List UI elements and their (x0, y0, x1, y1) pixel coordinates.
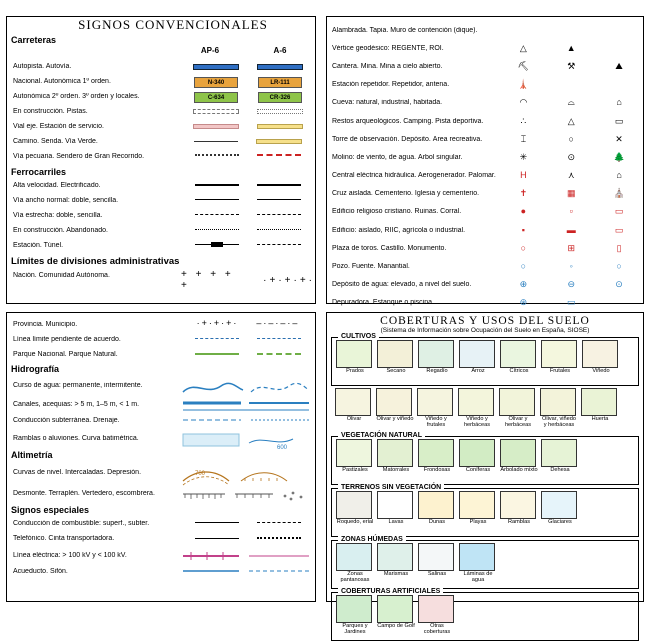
simbolo-glyph-2: ○ (568, 133, 574, 144)
simbolo-glyph-1: ⊛ (519, 297, 528, 308)
symbol-alta-velocidad (181, 178, 315, 193)
road-chip-c634: C-634 (194, 92, 238, 103)
simbolo-glyph-2: ▦ (566, 188, 576, 199)
siose-cell[interactable] (541, 340, 579, 383)
simbolo-glyph-1: ○ (520, 261, 527, 272)
siose-caption: Salinas (427, 571, 447, 577)
symbol-desmonte (181, 486, 315, 501)
legend-row-autopista (7, 59, 315, 74)
legend-row-construccion-pistas (7, 104, 315, 119)
siose-cell[interactable] (417, 388, 455, 431)
siose-swatch (417, 388, 453, 416)
simbolo-row (327, 39, 643, 57)
coberturas-subtitle: (Sistema de Información sobre Ocupación del Suelo en España, SIOSE) (380, 327, 590, 334)
siose-swatch (458, 388, 494, 416)
legend-label: En construcción. Abandonado. (13, 227, 108, 234)
legend-row-autonomica (7, 89, 315, 104)
legend-row-estacion-tunel (7, 238, 315, 253)
symbol-acueducto (181, 564, 315, 579)
legend-label: Acueducto. Sifón. (13, 568, 68, 575)
ramblas-icon (181, 431, 311, 451)
page-title: SIGNOS CONVENCIONALES (78, 17, 268, 32)
siose-swatch (541, 491, 577, 519)
legend-row-linea-electrica (7, 546, 315, 564)
legend-label: Desmonte. Terraplén. Vertedero, escombrera. (13, 489, 155, 497)
simbolo-label: Restos arqueológicos. Camping. Pista deportiva. (332, 117, 484, 125)
siose-group (331, 386, 639, 433)
siose-caption: Frondosas (423, 467, 451, 473)
siose-cell[interactable] (459, 340, 497, 383)
siose-swatch (500, 340, 536, 368)
simbolo-glyph-1: ⛏ (517, 60, 530, 71)
siose-swatch (418, 595, 454, 623)
legend-label: Canales, acequias: > 5 m, 1–5 m, < 1 m. (13, 400, 140, 408)
siose-caption: Roquedo, erial (336, 519, 374, 525)
simbolo-row (327, 203, 643, 221)
siose-swatch (336, 543, 372, 571)
siose-swatch (336, 491, 372, 519)
siose-cell[interactable] (377, 439, 415, 482)
siose-caption: Cítricos (509, 368, 529, 374)
siose-cell[interactable] (500, 439, 538, 482)
siose-cell[interactable] (459, 491, 497, 534)
legend-row-parque-nacional (7, 347, 315, 362)
simbolo-glyph-2: △ (567, 115, 575, 126)
legend-label: Vía pecuaria. Sendero de Gran Recorrido. (13, 153, 145, 160)
symbol-nacional (181, 74, 315, 89)
siose-caption: Glaciares (548, 519, 572, 525)
legend-row-nacional (7, 74, 315, 89)
siose-caption: Parques y Jardines (342, 623, 368, 635)
siose-swatch (335, 388, 371, 416)
siose-swatch (418, 340, 454, 368)
legend-row-desmonte (7, 483, 315, 503)
siose-cell[interactable] (582, 340, 620, 383)
simbolo-row (327, 57, 643, 75)
col-header-ap6: AP-6 (200, 46, 220, 55)
simbolo-glyph-1: ✳ (519, 151, 528, 162)
siose-caption: Viñedo (592, 368, 610, 374)
simbolo-label: Cantera. Mina. Mina a cielo abierto. (332, 62, 443, 70)
siose-caption: Prados (346, 368, 364, 374)
panel-hidrografia-altimetria (6, 312, 316, 602)
symbol-curvas-nivel (181, 465, 315, 480)
legend-row-telefonico (7, 531, 315, 546)
panel-simbolos (326, 16, 644, 308)
simbolo-glyph-1: ▪ (521, 224, 525, 235)
siose-caption: Viñedo y frutales (425, 416, 447, 428)
simbolo-glyph-2: ⊙ (567, 151, 575, 162)
legend-label: Ramblas o aluviones. Curva batimétrica. (13, 434, 139, 442)
siose-swatch (418, 439, 454, 467)
simbolo-label: Cueva: natural, industrial, habitada. (332, 99, 443, 107)
simbolo-label: Depósito de agua: elevado, a nivel del suelo. (332, 281, 472, 289)
legend-label: Vial eje. Estación de servicio. (13, 123, 104, 130)
legend-row-acueducto (7, 564, 315, 579)
siose-caption: Playas (469, 519, 487, 525)
legend-row-combustible (7, 516, 315, 531)
siose-cell[interactable] (500, 491, 538, 534)
simbolo-label: Depuradora. Estanque o piscina. (332, 299, 434, 307)
legend-label: Curvas de nivel. Intercaladas. Depresión. (13, 468, 142, 476)
legend-label: Vía estrecha: doble, sencilla. (13, 212, 103, 219)
siose-caption: Secano (386, 368, 406, 374)
legend-row-camino-senda (7, 134, 315, 149)
siose-caption: Olivar, viñedo y herbáceas (542, 416, 576, 428)
section-signos-especiales: Signos especiales (11, 505, 90, 515)
simbolo-glyph-2: ◦ (569, 261, 573, 272)
simbolo-row (327, 148, 643, 166)
siose-cell[interactable] (500, 340, 538, 383)
symbol-ffcc-construccion (181, 223, 315, 238)
simbolo-glyph-1: ✝ (519, 188, 528, 199)
coberturas-title: COBERTURAS Y USOS DEL SUELO (380, 315, 590, 327)
siose-cell[interactable] (540, 388, 578, 431)
legend-label: Línea eléctrica: > 100 kV y < 100 kV. (13, 551, 127, 559)
simbolo-glyph-3: ▭ (614, 115, 624, 126)
siose-cell[interactable] (418, 491, 456, 534)
siose-cell[interactable] (499, 388, 537, 431)
simbolo-row (327, 294, 643, 312)
simbolo-glyph-2: ▬ (566, 224, 576, 235)
simbolo-glyph-1: ∴ (520, 115, 527, 126)
legend-label: Nación. Comunidad Autónoma. (13, 272, 110, 279)
legend-row-curso-agua (7, 375, 315, 395)
simbolo-row (327, 185, 643, 203)
legend-row-vial-eje (7, 119, 315, 134)
siose-group-label: ZONAS HÚMEDAS (338, 536, 406, 543)
simbolo-glyph-1: H (520, 170, 527, 181)
simbolo-glyph-3: ⛰ (615, 60, 623, 71)
simbolo-label: Estación repetidor. Repetidor, antena. (332, 81, 450, 89)
symbol-canales (181, 397, 315, 412)
legend-row-via-pecuaria (7, 149, 315, 164)
simbolo-glyph-3: ✕ (615, 133, 623, 144)
svg-text:600: 600 (277, 444, 288, 451)
legend-label: Nacional. Autonómica 1º orden. (13, 78, 111, 85)
simbolo-row (327, 76, 643, 94)
symbol-conduccion (181, 413, 315, 428)
panel-coberturas-usos-suelo (326, 312, 644, 635)
siose-swatch (541, 439, 577, 467)
simbolo-glyph-2: ▲ (566, 42, 576, 53)
linea-electrica-icon (181, 548, 311, 564)
siose-group (331, 484, 639, 537)
siose-caption: Olivar y viñedo (376, 416, 414, 422)
legend-row-canales (7, 395, 315, 413)
siose-swatch (336, 439, 372, 467)
siose-cell[interactable] (377, 543, 415, 586)
curso-agua-icon (181, 378, 311, 398)
section-hidrografia: Hidrografía (11, 364, 60, 374)
siose-caption: Arroz (471, 368, 485, 374)
legend-label: Conducción de combustible: superf., subter. (13, 520, 150, 527)
siose-cell[interactable] (336, 340, 374, 383)
siose-swatch (377, 595, 413, 623)
simbolo-glyph-1: ⊕ (519, 279, 528, 290)
siose-caption: Huerta (591, 416, 609, 422)
legend-row-provincia (7, 317, 315, 332)
simbolo-glyph-3: ⌂ (616, 170, 622, 181)
siose-caption: Lavas (388, 519, 404, 525)
siose-group (331, 432, 639, 485)
siose-caption: Viñedo y herbáceas (463, 416, 491, 428)
simbolo-row (327, 257, 643, 275)
siose-caption: Olivar (346, 416, 362, 422)
simbolo-glyph-2: ⌓ (567, 97, 575, 108)
siose-cell[interactable] (418, 439, 456, 482)
siose-swatch (377, 439, 413, 467)
symbol-estacion-tunel (181, 238, 315, 253)
siose-cell[interactable] (541, 491, 579, 534)
legend-label: Parque Nacional. Parque Natural. (13, 351, 118, 358)
siose-swatch (377, 491, 413, 519)
siose-caption: Dehesa (550, 467, 570, 473)
simbolo-glyph-1: △ (519, 42, 527, 53)
simbolo-glyph-3: ⌂ (616, 97, 622, 108)
siose-cell[interactable] (335, 388, 373, 431)
legend-label: En construcción. Pistas. (13, 108, 88, 115)
legend-label: Autopista. Autovía. (13, 63, 72, 70)
legend-label: Vía ancho normal: doble, sencilla. (13, 197, 119, 204)
acueducto-icon (181, 564, 311, 578)
legend-row-linea-pendiente (7, 332, 315, 347)
simbolo-label: Vértice geodésico: REGENTE, ROI. (332, 44, 444, 52)
siose-swatch (581, 388, 617, 416)
siose-swatch (540, 388, 576, 416)
legend-row-alta-velocidad (7, 178, 315, 193)
simbolo-row (327, 221, 643, 239)
simbolo-label: Torre de observación. Depósito. Área recreativa. (332, 135, 483, 143)
simbolo-row (327, 130, 643, 148)
simbolo-glyph-1: ⌶ (520, 133, 527, 144)
siose-swatch (500, 439, 536, 467)
siose-caption: Olivar y herbáceas (504, 416, 532, 428)
siose-swatch (582, 340, 618, 368)
simbolo-label: Plaza de toros. Castillo. Monumento. (332, 244, 447, 252)
siose-caption: Ramblas (507, 519, 531, 525)
siose-caption: Campo de Golf (377, 623, 415, 629)
siose-group-label: COBERTURAS ARTIFICIALES (338, 588, 443, 595)
simbolo-glyph-2: ⊖ (567, 279, 575, 290)
siose-swatch (418, 491, 454, 519)
siose-cell[interactable] (418, 543, 456, 586)
siose-cell[interactable] (377, 340, 415, 383)
siose-group (331, 588, 639, 641)
legend-row-ramblas (7, 428, 315, 451)
legend-label: Curso de agua: permanente, intermitente. (13, 381, 143, 389)
siose-caption: Láminas de agua (463, 571, 493, 583)
siose-cell[interactable] (581, 388, 619, 431)
simbolo-glyph-3: ▭ (614, 224, 624, 235)
siose-cell[interactable] (336, 439, 374, 482)
siose-group-label: CULTIVOS (338, 333, 379, 340)
siose-swatch (541, 340, 577, 368)
legend-label: Línea límite pendiente de acuerdo. (13, 336, 121, 343)
simbolo-glyph-3: ⊙ (615, 279, 623, 290)
simbolo-row (327, 167, 643, 185)
simbolo-row (327, 239, 643, 257)
section-limites: Límites de divisiones administrativas (11, 256, 180, 267)
siose-swatch (500, 491, 536, 519)
siose-caption: Pastizales (342, 467, 368, 473)
legend-label: Estación. Túnel. (13, 242, 64, 249)
siose-caption: Coníferas (465, 467, 491, 473)
symbol-nacion: + + + + + ·+·+·+· (181, 269, 315, 291)
legend-label: Provincia. Municipio. (13, 321, 78, 328)
canales-icon (181, 397, 311, 415)
simbolo-glyph-1: ● (520, 206, 527, 217)
siose-group (331, 333, 639, 386)
simbolo-glyph-1: ○ (520, 242, 527, 253)
siose-cell[interactable] (336, 595, 374, 638)
simbolo-glyph-2: ⊞ (567, 242, 575, 253)
symbol-linea-pendiente (181, 332, 315, 347)
symbol-curso-agua (181, 378, 315, 393)
siose-swatch (376, 388, 412, 416)
siose-cell[interactable] (377, 491, 415, 534)
siose-swatch (459, 491, 495, 519)
siose-cell[interactable] (418, 595, 456, 638)
siose-groups (327, 333, 643, 641)
symbol-via-pecuaria (181, 149, 315, 164)
desmonte-icon (181, 486, 311, 506)
conduccion-icon (181, 413, 311, 427)
legend-row-conduccion (7, 413, 315, 428)
siose-caption: Regadío (426, 368, 448, 374)
siose-caption: Marismas (383, 571, 409, 577)
col-header-a6: A-6 (273, 46, 287, 55)
siose-caption: Zonas pantanosas (340, 571, 370, 583)
simbolo-glyph-3: ▯ (616, 242, 622, 253)
panel-signos-convencionales (6, 16, 316, 304)
section-altimetria: Altimetría (11, 450, 53, 460)
symbol-telefonico (181, 531, 315, 546)
siose-swatch (336, 595, 372, 623)
simbolo-glyph-3: ▭ (614, 206, 624, 217)
siose-caption: Dunas (428, 519, 446, 525)
symbol-parque-nacional (181, 347, 315, 362)
siose-cell[interactable] (418, 340, 456, 383)
siose-swatch (336, 340, 372, 368)
simbolo-glyph-2: ⋏ (567, 170, 575, 181)
symbol-autonomica (181, 89, 315, 104)
simbolo-label: Central eléctrica hidráulica. Aerogenerador. Palomar. (332, 172, 496, 180)
siose-group (331, 536, 639, 589)
symbol-provincia: ·+·+·+· –·–·–·– (196, 318, 300, 328)
siose-swatch (499, 388, 535, 416)
siose-caption: Otras coberturas (423, 623, 451, 635)
symbol-vial-eje (181, 119, 315, 134)
symbol-ancho-normal (181, 193, 315, 208)
simbolo-row (327, 276, 643, 294)
siose-cell[interactable] (459, 439, 497, 482)
simbolo-glyph-2: ▭ (566, 297, 576, 308)
symbol-autopista (181, 59, 315, 74)
siose-cell[interactable] (336, 491, 374, 534)
legend-label: Camino. Senda. Vía Verde. (13, 138, 98, 145)
symbol-via-estrecha (181, 208, 315, 223)
siose-cell[interactable] (459, 543, 497, 586)
simbolo-label: Cruz aislada. Cementerio. Iglesia y cementerio. (332, 190, 480, 198)
simbolo-label: Edificio religioso cristiano. Ruinas. Corral. (332, 208, 462, 216)
symbol-camino-senda (181, 134, 315, 149)
siose-swatch (377, 543, 413, 571)
legend-label: Autonómica 2º orden. 3º orden y locales. (13, 93, 140, 100)
road-chip-lr111: LR-111 (258, 77, 302, 88)
legend-label: Alta velocidad. Electrificado. (13, 182, 101, 189)
simbolo-glyph-1: ◠ (519, 97, 528, 108)
legend-label: Conducción subterránea. Drenaje. (13, 417, 120, 424)
simbolo-glyph-3: ⛪ (613, 188, 625, 199)
legend-row-via-estrecha (7, 208, 315, 223)
simbolo-glyph-2: ⚒ (567, 60, 576, 71)
simbolo-glyph-3: ○ (616, 261, 622, 272)
legend-row-curvas-nivel (7, 461, 315, 483)
simbolo-row (327, 112, 643, 130)
siose-swatch (459, 439, 495, 467)
siose-cell[interactable] (541, 439, 579, 482)
siose-swatch (459, 340, 495, 368)
siose-swatch (377, 340, 413, 368)
siose-cell[interactable] (377, 595, 415, 638)
siose-group-label: TERRENOS SIN VEGETACIÓN (338, 484, 444, 491)
siose-group-label: VEGETACIÓN NATURAL (338, 432, 425, 439)
simbolo-label: Pozo. Fuente. Manantial. (332, 263, 410, 271)
siose-cell[interactable] (458, 388, 496, 431)
symbol-linea-electrica (181, 548, 315, 563)
simbolo-row (327, 21, 643, 39)
svg-text:700: 700 (195, 470, 206, 477)
symbol-ramblas (181, 431, 315, 451)
simbolo-label: Molino: de viento, de agua. Árbol singular. (332, 153, 463, 161)
section-carreteras: Carreteras (11, 35, 57, 45)
siose-swatch (459, 543, 495, 571)
simbolo-label: Alambrada. Tapia. Muro de contención (dique). (332, 26, 478, 34)
legend-label: Telefónico. Cinta transportadora. (13, 535, 115, 542)
siose-caption: Matorrales (382, 467, 410, 473)
siose-cell[interactable] (376, 388, 414, 431)
simbolos-list (327, 21, 643, 312)
siose-caption: Arbolado mixto (500, 467, 538, 473)
road-chip-n340: N-340 (194, 77, 238, 88)
simbolo-row (327, 94, 643, 112)
legend-row-ffcc-construccion (7, 223, 315, 238)
section-ferrocarriles: Ferrocarriles (11, 167, 67, 177)
symbol-combustible (181, 516, 315, 531)
siose-swatch (418, 543, 454, 571)
simbolo-label: Edificio: aislado, RIIC, agrícola o industrial. (332, 226, 466, 234)
carreteras-col-headers (7, 46, 315, 59)
simbolo-glyph-3: 🌲 (613, 151, 625, 162)
curvas-nivel-icon (181, 465, 311, 487)
simbolo-glyph-2: ▫ (569, 206, 573, 217)
simbolo-glyph-1: 🗼 (517, 79, 529, 90)
road-chip-cr326: CR-326 (258, 92, 302, 103)
siose-caption: Frutales (549, 368, 571, 374)
siose-cell[interactable] (336, 543, 374, 586)
symbol-construccion-pistas (181, 104, 315, 119)
legend-row-nacion (7, 268, 315, 291)
legend-row-ancho-normal (7, 193, 315, 208)
